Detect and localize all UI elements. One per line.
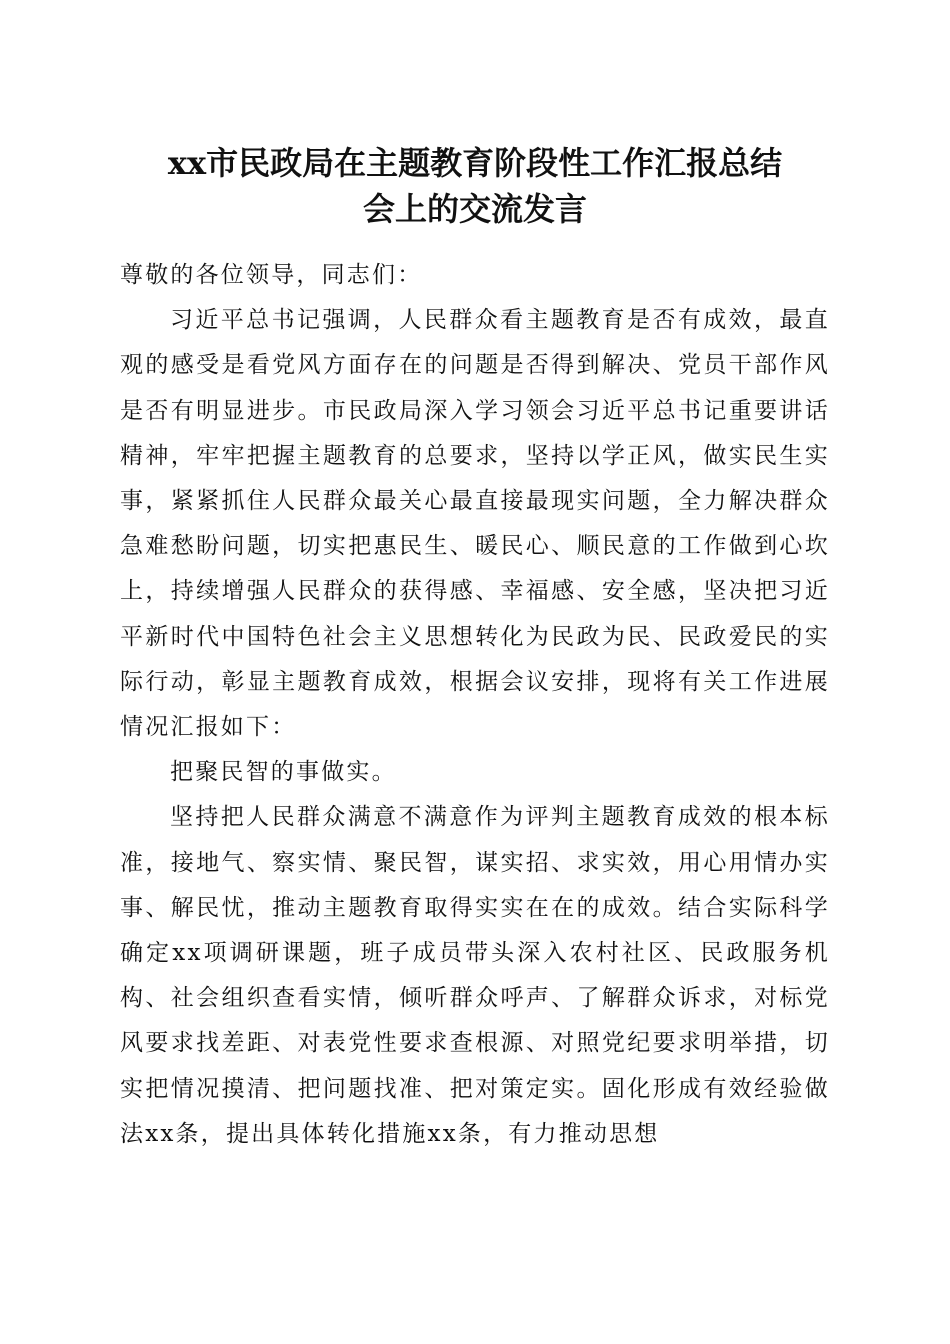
document-body xyxy=(120,253,830,1157)
paragraph-intro: 习近平总书记强调，人民群众看主题教育是否有成效，最直观的感受是看党风方面存在的问题是否得到解决、党员干部作风是否有明显进步。市民政局深入学习领会习近平总书记重要讲话精神，牢牢把握主题教育的总要求，坚持以学正风，做实民生实事，紧紧抓住人民群众最关心最直接最现实问题，全力解决群众急难愁盼问题，切实把惠民生、暖民心、顺民意的工作做到心坎上，持续增强人民群众的获得感、幸福感、安全感，坚决把习近平新时代中国特色社会主义思想转化为民政为民、民政爱民的实际行动，彰显主题教育成效，根据会议安排，现将有关工作进展情况汇报如下： xyxy=(120,307,830,741)
paragraph-section-1: 坚持把人民群众满意不满意作为评判主题教育成效的根本标准，接地气、察实情、聚民智，谋实招、求实效，用心用情办实事、解民忧，推动主题教育取得实实在在的成效。结合实际科学确定xx项调研课题，班子成员带头深入农村社区、民政服务机构、社会组织查看实情，倾听群众呼声、了解群众诉求，对标党风要求找差距、对表党性要求查根源、对照党纪要求明举措，切实把情况摸清、把问题找准、把对策定实。固化形成有效经验做法xx条，提出具体转化措施xx条，有力推动思想 xyxy=(120,804,830,1147)
section-heading: 把聚民智的事做实。 xyxy=(170,759,397,786)
title-line-1: xx市民政局在主题教育阶段性工作汇报总结 xyxy=(167,144,783,182)
title-line-2: 会上的交流发言 xyxy=(362,190,587,228)
document-title xyxy=(100,140,850,232)
salutation: 尊敬的各位领导，同志们： xyxy=(120,262,423,288)
